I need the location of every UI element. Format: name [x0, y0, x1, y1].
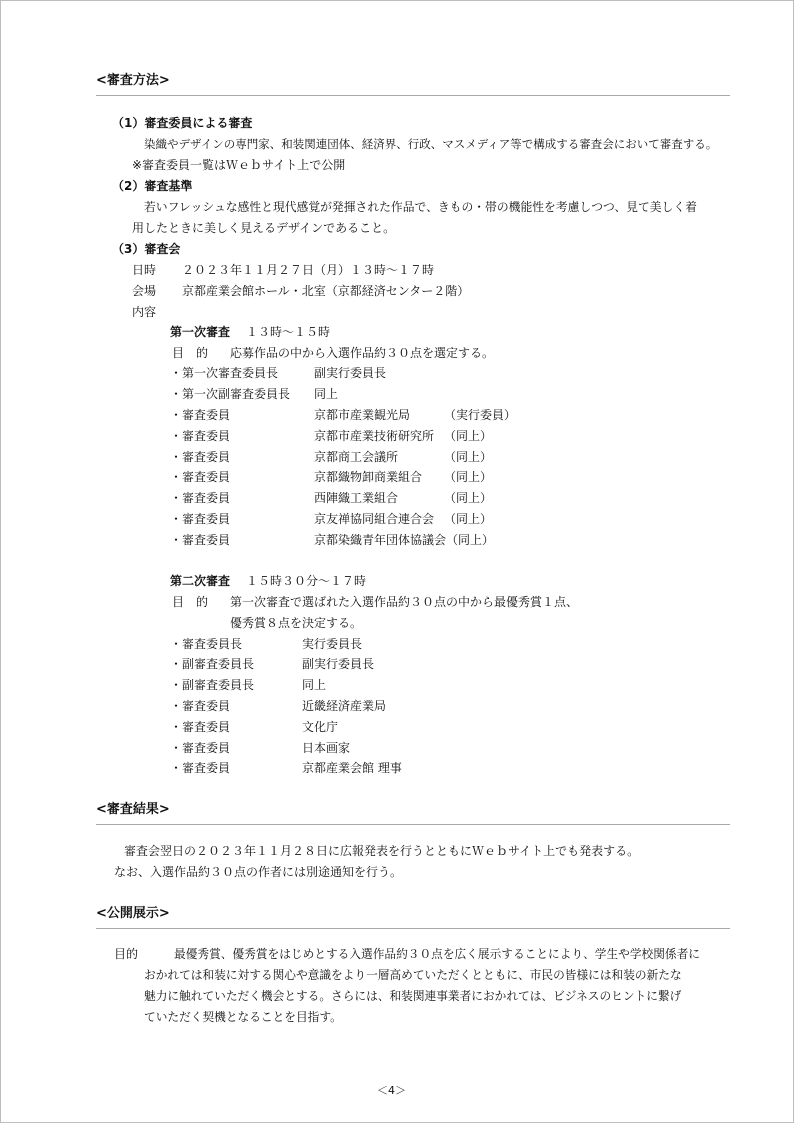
exhibit-label: 目的: [114, 947, 139, 961]
second-purpose-label: 目 的: [172, 595, 209, 609]
first-purpose-label: 目 的: [172, 346, 209, 360]
list-item-note: （同上）: [444, 470, 493, 484]
heading-rule: [96, 824, 730, 825]
exhibit-line-4: ていただく契機となることを目指す。: [144, 1010, 342, 1024]
list-item-member: 副実行委員長: [314, 366, 387, 380]
list-item-role: ・第一次副審査委員長: [170, 387, 291, 401]
list-item-role: ・審査委員: [170, 450, 231, 464]
list-item-note: （同上）: [444, 491, 493, 505]
list-item-role: ・審査委員: [170, 761, 231, 775]
list-item-member: 京都商工会議所: [314, 450, 399, 464]
list-item-role: ・審査委員: [170, 741, 231, 755]
list-item-member: 実行委員長: [302, 637, 363, 651]
section-1-text: 染織やデザインの専門家、和装関連団体、経済界、行政、マスメディア等で構成する審査会において審査する。: [144, 137, 718, 151]
second-purpose-line-2: 優秀賞８点を決定する。: [230, 616, 363, 630]
exhibit-line-3: 魅力に触れていただく機会とする。さらには、和装関連事業者におかれては、ビジネスのヒントに繋げ: [144, 989, 682, 1003]
first-review-title: 第一次審査: [170, 325, 231, 339]
list-item-note: （実行委員）: [444, 408, 517, 422]
section-2-line-2: 用したときに美しく見えるデザインであること。: [132, 221, 396, 235]
heading-rule: [96, 95, 730, 96]
date-value: ２０２３年１１月２７日（月）１３時～１７時: [182, 263, 435, 277]
result-line-1: 審査会翌日の２０２３年１１月２８日に広報発表を行うとともにＷｅｂサイト上でも発表する。: [124, 844, 640, 858]
heading-rule: [96, 928, 730, 929]
heading-exhibition: <公開展示>: [96, 906, 170, 921]
list-item-role: ・審査委員: [170, 699, 231, 713]
list-item-member: 京都市産業観光局: [314, 408, 411, 422]
list-item-member: 近畿経済産業局: [302, 699, 387, 713]
list-item-role: ・副審査委員長: [170, 657, 255, 671]
list-item-role: ・審査委員: [170, 408, 231, 422]
exhibit-line-2: おかれては和装に対する関心や意識をより一層高めていただくとともに、市民の皆様には和装の新たな: [144, 968, 682, 982]
section-1-title: （1）審査委員による審査: [112, 116, 253, 130]
venue-label: 会場: [132, 284, 157, 298]
list-item-member: 京都産業会館 理事: [302, 761, 402, 775]
exhibit-line-1: 最優秀賞、優秀賞をはじめとする入選作品約３０点を広く展示することにより、学生や学校関係者に: [174, 947, 700, 961]
date-label: 日時: [132, 263, 157, 277]
list-item-role: ・審査委員: [170, 491, 231, 505]
result-line-2: なお、入選作品約３０点の作者には別途通知を行う。: [114, 865, 403, 879]
first-review-time: １３時～１５時: [246, 325, 331, 339]
list-item-member: 西陣織工業組合: [314, 491, 399, 505]
heading-review-method: <審査方法>: [96, 73, 170, 88]
list-item-member: 京友禅協同組合連合会: [314, 512, 435, 526]
list-item-member: 同上: [314, 387, 339, 401]
section-1-note: ※審査委員一覧はＷｅｂサイト上で公開: [132, 158, 346, 172]
section-2-title: （2）審査基準: [112, 179, 193, 193]
list-item-member: 京都織物卸商業組合: [314, 470, 423, 484]
list-item-role: ・審査委員: [170, 429, 231, 443]
section-3-title: （3）審査会: [112, 242, 181, 256]
venue-value: 京都産業会館ホール・北室（京都経済センター２階）: [182, 284, 470, 298]
list-item-role: ・第一次審査委員長: [170, 366, 279, 380]
list-item-note: （同上）: [444, 429, 493, 443]
list-item-member: 日本画家: [302, 741, 351, 755]
list-item-role: ・審査委員: [170, 533, 231, 547]
content-label: 内容: [132, 305, 157, 319]
first-purpose-text: 応募作品の中から入選作品約３０点を選定する。: [230, 346, 495, 360]
list-item-role: ・審査委員: [170, 512, 231, 526]
list-item-member: 京都染織青年団体協議会（同上）: [314, 533, 495, 547]
page-number: ＜4＞: [377, 1084, 406, 1097]
list-item-member: 同上: [302, 678, 327, 692]
list-item-member: 副実行委員長: [302, 657, 375, 671]
list-item-note: （同上）: [444, 512, 493, 526]
list-item-role: ・審査委員: [170, 470, 231, 484]
heading-review-result: <審査結果>: [96, 802, 170, 817]
list-item-note: （同上）: [444, 450, 493, 464]
list-item-member: 京都市産業技術研究所: [314, 429, 435, 443]
list-item-member: 文化庁: [302, 720, 339, 734]
second-review-title: 第二次審査: [170, 574, 231, 588]
list-item-role: ・副審査委員長: [170, 678, 255, 692]
second-review-time: １５時３０分～１７時: [246, 574, 367, 588]
second-purpose-line-1: 第一次審査で選ばれた入選作品約３０点の中から最優秀賞１点、: [230, 595, 579, 609]
list-item-role: ・審査委員長: [170, 637, 243, 651]
list-item-role: ・審査委員: [170, 720, 231, 734]
section-2-line-1: 若いフレッシュな感性と現代感覚が発揮された作品で、きもの・帯の機能性を考慮しつつ、見て美しく着: [144, 200, 697, 214]
